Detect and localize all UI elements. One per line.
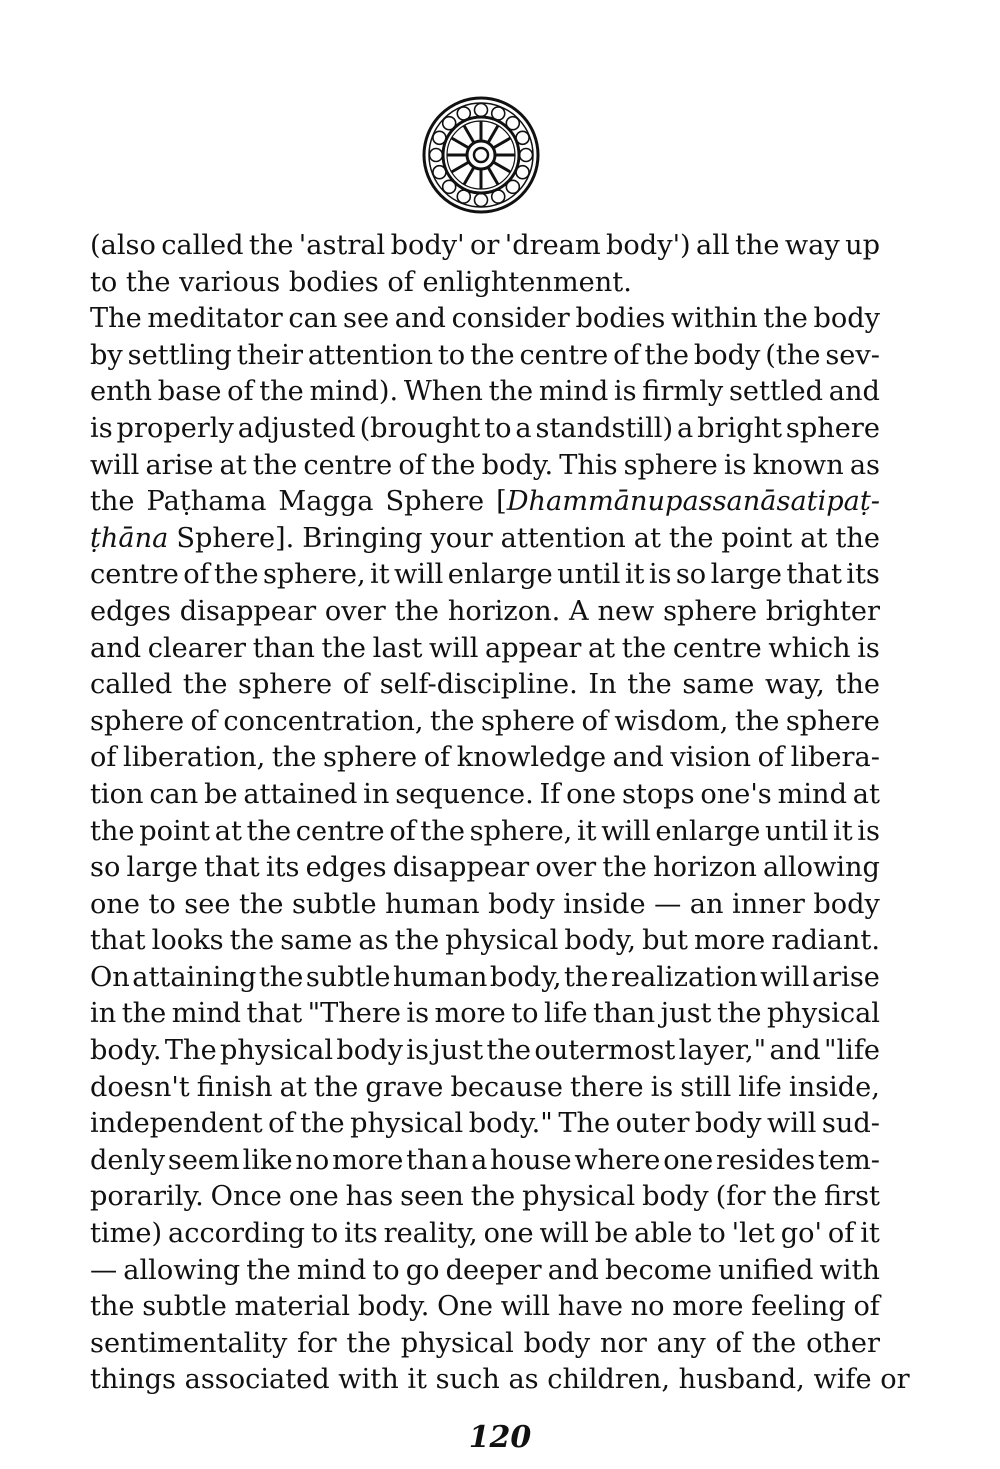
text-line: in the mind that "There is more to life than just the physical xyxy=(90,998,880,1030)
text-line: so large that its edges disappear over the horizon allowing xyxy=(90,852,880,884)
text-line: The meditator can see and consider bodies within the body xyxy=(90,303,880,335)
text-line: sentimentality for the physical body nor any of the other xyxy=(90,1327,880,1359)
text-line: enth base of the mind). When the mind is firmly settled and xyxy=(90,376,880,408)
text-line: (also called the 'astral body' or 'dream body') all the way up xyxy=(90,230,880,261)
text-line: that looks the same as the physical body, but more radiant. xyxy=(90,925,880,957)
text-line: time) according to its reality, one will be able to 'let go' of it xyxy=(90,1218,880,1250)
text-line: called the sphere of self-discipline. In the same way, the xyxy=(90,669,880,701)
text-line: On attaining the subtle human body, the realization will arise xyxy=(90,961,880,993)
text-line: things associated with it such as children, husband, wife or xyxy=(90,1364,910,1396)
text-line: — allowing the mind to go deeper and become unified with xyxy=(90,1254,880,1286)
text-line: denly seem like no more than a house where one resides tem- xyxy=(90,1144,880,1176)
text-line: is properly adjusted (brought to a standstill) a bright sphere xyxy=(90,412,880,444)
text-line: and clearer than the last will appear at the centre which is xyxy=(90,632,880,664)
text-line: tion can be attained in sequence. If one stops one's mind at xyxy=(90,778,880,810)
text-line: of liberation, the sphere of knowledge and vision of libera- xyxy=(90,742,880,774)
text-line: sphere of concentration, the sphere of wisdom, the sphere xyxy=(90,705,880,737)
text-line: centre of the sphere, it will enlarge until it is so large that its xyxy=(90,559,880,591)
text-line: the Paṭhama Magga Sphere [Dhammānupassanāsatipaṭ- xyxy=(90,486,880,518)
text-line: porarily. Once one has seen the physical body (for the first xyxy=(90,1181,880,1213)
text-line: to the various bodies of enlightenment. xyxy=(90,266,632,298)
text-line: edges disappear over the horizon. A new sphere brighter xyxy=(90,595,880,627)
dharma-wheel-icon xyxy=(421,95,541,215)
text-line: body. The physical body is just the outermost layer," and "life xyxy=(90,1035,880,1067)
text-line: the point at the centre of the sphere, it will enlarge until it is xyxy=(90,815,880,847)
text-line: the subtle material body. One will have no more feeling of xyxy=(90,1291,880,1323)
text-line: will arise at the centre of the body. This sphere is known as xyxy=(90,449,880,481)
text-line: one to see the subtle human body inside — an inner body xyxy=(90,888,880,920)
page-number: 120 xyxy=(468,1420,532,1455)
body-text xyxy=(90,228,910,1399)
text-line: doesn't finish at the grave because there is still life inside, xyxy=(90,1071,880,1103)
text-line: by settling their attention to the centre of the body (the sev- xyxy=(90,339,880,371)
text-line: ṭhāna Sphere]. Bringing your attention at the point at the xyxy=(90,522,880,554)
text-line: independent of the physical body." The outer body will sud- xyxy=(90,1108,880,1140)
